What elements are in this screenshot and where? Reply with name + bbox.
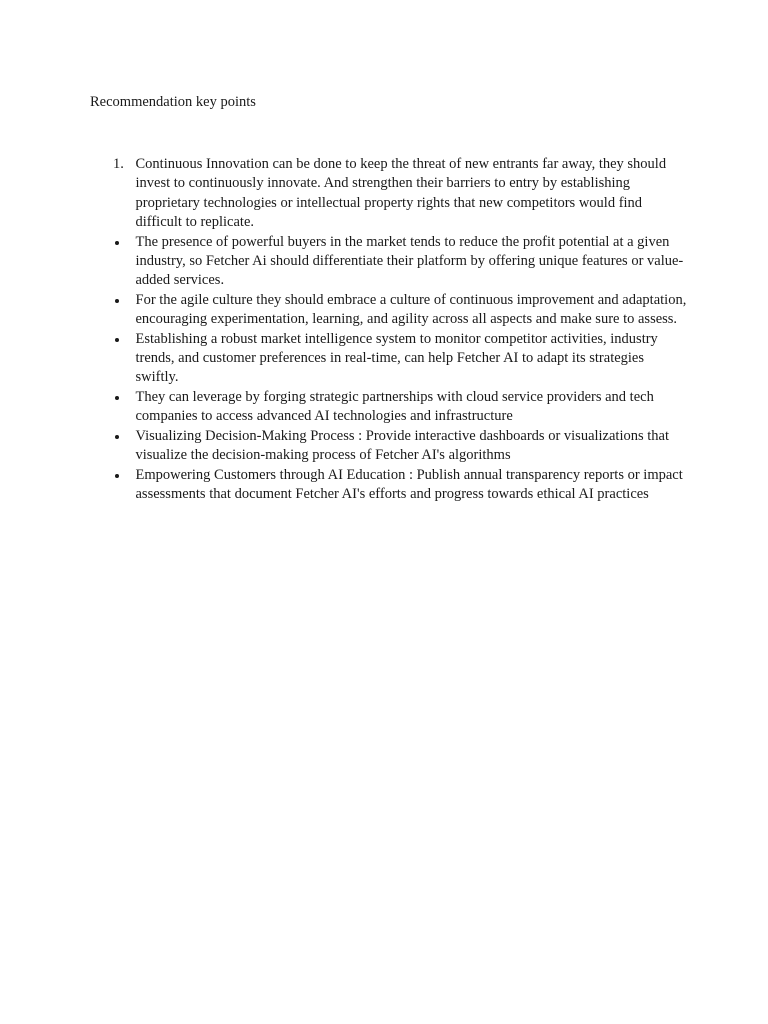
list-item-text: The presence of powerful buyers in the market tends to reduce the profit potential at a given industry, so Fetcher Ai should differentiate their platform by offering unique features or value-added services.	[135, 233, 684, 289]
list-item	[90, 388, 690, 427]
list-item-text: Empowering Customers through AI Education : Publish annual transparency reports or impact assessments that document Fetcher AI's efforts and progress towards ethical AI practices	[135, 466, 683, 502]
bullet-icon	[115, 241, 120, 246]
recommendation-list	[90, 155, 690, 504]
bullet-icon	[115, 338, 120, 343]
list-item-text: Continuous Innovation can be done to keep the threat of new entrants far away, they should invest to continuously innovate. And strengthen their barriers to entry by establishing proprietary technologies or intellectual property rights that new competitors would find difficult to replicate.	[135, 156, 667, 231]
bullet-icon	[115, 396, 120, 401]
bullet-icon	[115, 474, 120, 479]
document-heading: Recommendation key points	[90, 94, 256, 110]
list-item-text: Visualizing Decision-Making Process : Provide interactive dashboards or visualizations that visualize the decision-making process of Fetcher AI's algorithms	[135, 427, 669, 464]
list-item	[90, 291, 690, 330]
bullet-icon	[115, 299, 120, 304]
list-number: 1.	[113, 156, 124, 172]
list-item	[90, 466, 690, 505]
list-item-text: They can leverage by forging strategic partnerships with cloud service providers and tech companies to access advanced AI technologies and infrastructure	[135, 388, 654, 425]
list-item	[90, 330, 690, 388]
list-item	[90, 233, 690, 291]
list-item-text: Establishing a robust market intelligence system to monitor competitor activities, industry trends, and customer preferences in real-time, can help Fetcher AI to adapt its strategies swiftly.	[135, 330, 658, 386]
list-item-text: For the agile culture they should embrace a culture of continuous improvement and adaptation, encouraging experimentation, learning, and agility across all aspects and make sure to assess.	[135, 291, 687, 328]
bullet-icon	[115, 435, 120, 440]
list-item	[90, 427, 690, 466]
list-item	[90, 155, 690, 233]
